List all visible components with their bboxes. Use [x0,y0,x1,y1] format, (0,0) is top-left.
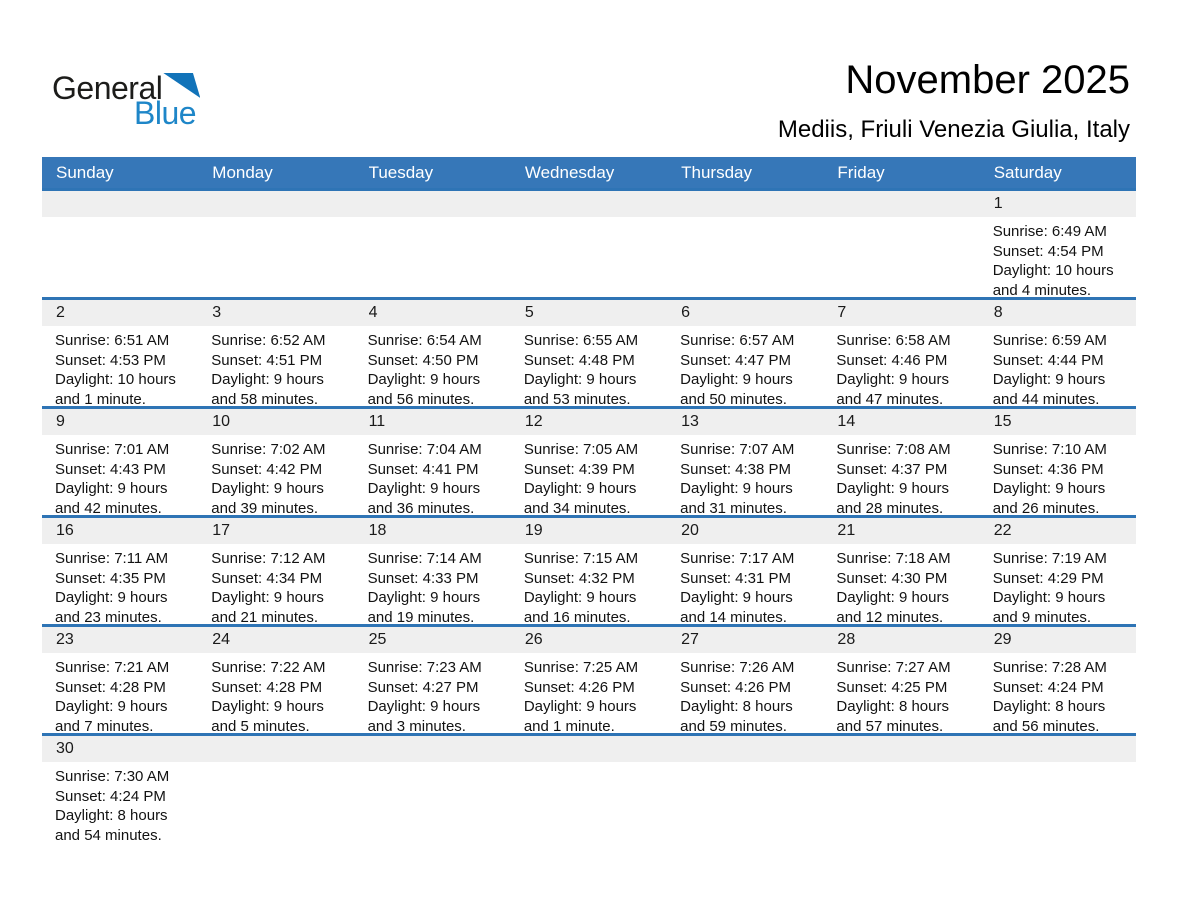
day-cell-20 [667,518,823,624]
day-detail-line: Daylight: 9 hours [992,371,1106,388]
day-detail-line: Sunrise: 6:57 AM [680,332,795,349]
calendar-table [42,157,1136,860]
day-detail-line: Daylight: 9 hours [367,480,481,497]
day-detail-line: Daylight: 9 hours [211,480,324,497]
day-detail-line: and 23 minutes. [55,608,162,624]
day-cell-6 [667,300,823,406]
day-detail-line: and 36 minutes. [367,499,475,515]
day-detail-line: Sunrise: 7:05 AM [523,441,639,458]
day-detail-line: and 26 minutes. [992,499,1100,515]
day-details [355,653,511,733]
day-detail-line: Daylight: 9 hours [523,589,637,606]
day-detail-line: and 16 minutes. [523,608,631,624]
day-detail-line: Daylight: 9 hours [836,371,949,388]
day-number: 5 [524,304,534,321]
day-detail-line: Sunrise: 6:55 AM [523,332,639,349]
day-details [355,435,511,515]
day-detail-line: Daylight: 8 hours [992,698,1106,715]
weekday-header-row [42,157,1136,188]
day-detail-line: Daylight: 9 hours [680,371,793,388]
day-detail-line: Sunset: 4:28 PM [55,678,166,696]
day-cell-29 [980,627,1136,733]
day-detail-line: Daylight: 9 hours [992,480,1106,497]
day-detail-line: Sunrise: 7:23 AM [367,659,482,676]
day-detail-line: and 58 minutes. [211,390,319,406]
empty-day-cell [511,191,667,297]
day-detail-line: Sunrise: 7:12 AM [211,550,326,567]
day-detail-line: and 19 minutes. [367,608,475,624]
day-number: 8 [993,304,1003,321]
day-detail-line: Sunrise: 6:52 AM [211,332,326,349]
day-detail-line: and 12 minutes. [836,608,944,624]
day-detail-line: Daylight: 9 hours [523,371,637,388]
day-detail-line: Sunset: 4:29 PM [992,569,1104,587]
day-detail-line: and 53 minutes. [523,390,631,406]
day-detail-line: and 1 minute. [523,717,615,733]
day-number: 4 [368,304,378,321]
day-number: 3 [212,304,222,321]
empty-day-cell [667,736,823,860]
day-details [511,435,667,515]
weekday-header-wednesday: Wednesday [524,163,615,182]
day-number: 17 [212,522,231,539]
day-detail-line: Sunset: 4:35 PM [55,569,166,587]
day-number: 27 [681,631,699,648]
day-number: 25 [368,631,387,648]
day-detail-line: and 57 minutes. [836,717,944,733]
day-cell-23 [42,627,198,733]
empty-day-cell [511,736,667,860]
day-number: 19 [524,522,543,539]
calendar-weeks [42,188,1136,860]
day-detail-line: Sunset: 4:26 PM [680,678,792,696]
day-details [198,544,354,624]
day-detail-line: Sunrise: 6:58 AM [836,332,951,349]
week-row [42,624,1136,733]
weekday-header-saturday: Saturday [993,163,1062,182]
weekday-header-thursday: Thursday [681,163,753,182]
day-cell-3 [198,300,354,406]
week-row [42,515,1136,624]
page-subtitle: Mediis, Friuli Venezia Giulia, Italy [777,116,1130,143]
day-details [980,435,1136,515]
day-details [355,326,511,406]
day-cell-2 [42,300,198,406]
day-cell-7 [823,300,979,406]
day-detail-line: and 21 minutes. [211,608,319,624]
day-detail-line: Daylight: 8 hours [55,807,168,824]
day-detail-line: Sunrise: 7:22 AM [211,659,326,676]
day-details [198,435,354,515]
day-number: 14 [837,413,856,430]
day-number: 18 [368,522,387,539]
page-title: November 2025 [845,58,1130,102]
day-detail-line: Sunrise: 7:15 AM [523,550,639,567]
day-detail-line: Sunset: 4:53 PM [55,351,166,369]
weekday-header-friday: Friday [837,163,885,182]
day-number: 11 [368,413,386,430]
day-details [823,435,979,515]
logo-text-blue: Blue [134,95,197,131]
day-detail-line: Sunrise: 7:02 AM [211,441,326,458]
day-cell-24 [198,627,354,733]
day-detail-line: Sunrise: 7:26 AM [680,659,795,676]
day-detail-line: Sunrise: 7:18 AM [836,550,951,567]
day-cell-25 [355,627,511,733]
day-detail-line: Daylight: 9 hours [55,589,168,606]
day-detail-line: and 3 minutes. [367,717,466,733]
day-cell-12 [511,409,667,515]
day-cell-11 [355,409,511,515]
day-detail-line: Daylight: 9 hours [367,698,481,715]
day-detail-line: Daylight: 9 hours [992,589,1106,606]
day-detail-line: Sunset: 4:50 PM [367,351,479,369]
day-details [355,544,511,624]
day-detail-line: Sunset: 4:44 PM [992,351,1104,369]
day-detail-line: Sunrise: 6:51 AM [55,332,170,349]
day-cell-16 [42,518,198,624]
day-detail-line: Sunrise: 7:07 AM [680,441,795,458]
empty-day-cell [980,736,1136,860]
day-detail-line: Sunrise: 7:27 AM [836,659,951,676]
day-detail-line: Sunrise: 7:17 AM [680,550,795,567]
day-details [667,653,823,733]
day-detail-line: Daylight: 10 hours [992,262,1114,279]
day-detail-line: Sunset: 4:24 PM [55,787,166,805]
day-detail-line: and 4 minutes. [992,281,1092,297]
day-detail-line: and 47 minutes. [836,390,944,406]
day-detail-line: and 7 minutes. [55,717,154,733]
week-row [42,733,1136,860]
day-details [823,653,979,733]
day-cell-1 [980,191,1136,297]
day-detail-line: Sunset: 4:47 PM [680,351,792,369]
day-details [980,326,1136,406]
day-cell-30 [42,736,198,860]
day-details [823,326,979,406]
empty-day-cell [667,191,823,297]
weekday-header-monday: Monday [212,163,273,182]
week-row [42,188,1136,297]
day-number: 2 [56,304,65,321]
day-detail-line: Daylight: 8 hours [680,698,793,715]
day-cell-15 [980,409,1136,515]
day-detail-line: Sunrise: 6:54 AM [367,332,482,349]
day-detail-line: Sunset: 4:42 PM [211,460,323,478]
day-details [42,544,198,624]
day-detail-line: Sunset: 4:38 PM [680,460,792,478]
day-detail-line: Sunrise: 7:10 AM [992,441,1107,458]
day-detail-line: Sunrise: 7:11 AM [55,550,169,567]
day-detail-line: and 39 minutes. [211,499,319,515]
day-detail-line: Sunset: 4:27 PM [367,678,479,696]
day-detail-line: and 34 minutes. [523,499,631,515]
day-cell-9 [42,409,198,515]
day-detail-line: Sunrise: 7:28 AM [992,659,1107,676]
day-detail-line: Sunset: 4:46 PM [836,351,948,369]
day-detail-line: Daylight: 10 hours [55,371,176,388]
day-detail-line: Sunset: 4:24 PM [992,678,1104,696]
day-detail-line: Sunset: 4:48 PM [523,351,635,369]
day-detail-line: Sunset: 4:37 PM [836,460,948,478]
general-blue-logo [52,72,200,129]
day-detail-line: and 56 minutes. [992,717,1100,733]
day-number: 30 [56,740,74,757]
day-cell-28 [823,627,979,733]
day-number: 1 [993,195,1003,212]
day-detail-line: Sunset: 4:26 PM [523,678,635,696]
day-details [823,544,979,624]
empty-day-cell [42,191,198,297]
day-number: 23 [56,631,74,648]
day-detail-line: Sunrise: 7:01 AM [55,441,170,458]
day-detail-line: Sunrise: 7:14 AM [367,550,482,567]
day-detail-line: Sunrise: 6:59 AM [992,332,1107,349]
title-block [778,58,1130,144]
day-details [511,326,667,406]
day-detail-line: Daylight: 9 hours [680,589,793,606]
day-number: 29 [993,631,1012,648]
day-detail-line: Daylight: 9 hours [836,480,949,497]
day-detail-line: and 50 minutes. [680,390,787,406]
day-detail-line: and 44 minutes. [992,390,1100,406]
weekday-header-tuesday: Tuesday [368,163,434,182]
weekday-header-sunday: Sunday [56,163,114,182]
day-detail-line: and 1 minute. [55,390,146,406]
day-details [42,435,198,515]
day-detail-line: Daylight: 8 hours [836,698,949,715]
day-cell-21 [823,518,979,624]
day-details [667,544,823,624]
day-detail-line: and 14 minutes. [680,608,787,624]
day-detail-line: Sunrise: 7:04 AM [367,441,482,458]
day-detail-line: and 42 minutes. [55,499,162,515]
day-details [511,653,667,733]
day-number: 16 [56,522,74,539]
day-cell-18 [355,518,511,624]
day-detail-line: Sunset: 4:39 PM [523,460,635,478]
empty-day-cell [823,736,979,860]
empty-day-cell [198,736,354,860]
day-detail-line: Sunset: 4:34 PM [211,569,323,587]
day-detail-line: Daylight: 9 hours [211,371,324,388]
day-cell-17 [198,518,354,624]
day-number: 15 [993,413,1012,430]
day-detail-line: Daylight: 9 hours [523,698,637,715]
day-detail-line: and 31 minutes. [680,499,787,515]
day-detail-line: Sunset: 4:25 PM [836,678,948,696]
day-cell-26 [511,627,667,733]
day-detail-line: Daylight: 9 hours [55,480,168,497]
day-cell-13 [667,409,823,515]
day-number: 24 [212,631,231,648]
day-number: 10 [212,413,231,430]
day-detail-line: Daylight: 9 hours [55,698,168,715]
day-number: 22 [993,522,1012,539]
day-details [511,544,667,624]
day-cell-8 [980,300,1136,406]
empty-day-cell [355,191,511,297]
day-detail-line: and 5 minutes. [211,717,310,733]
day-cell-19 [511,518,667,624]
day-details [42,653,198,733]
day-cell-14 [823,409,979,515]
empty-day-cell [823,191,979,297]
day-details [42,326,198,406]
day-detail-line: Daylight: 9 hours [523,480,637,497]
day-number: 9 [56,413,65,430]
day-details [980,653,1136,733]
day-detail-line: Sunset: 4:33 PM [367,569,479,587]
day-details [980,544,1136,624]
day-detail-line: Sunset: 4:41 PM [367,460,479,478]
day-detail-line: Sunset: 4:30 PM [836,569,948,587]
day-detail-line: and 9 minutes. [992,608,1092,624]
day-detail-line: Sunrise: 7:21 AM [55,659,170,676]
day-detail-line: Daylight: 9 hours [367,371,481,388]
day-number: 6 [681,304,691,321]
day-detail-line: Daylight: 9 hours [680,480,793,497]
day-details [198,653,354,733]
week-row [42,406,1136,515]
day-number: 28 [837,631,856,648]
day-details [980,217,1136,297]
day-detail-line: Daylight: 9 hours [367,589,481,606]
empty-day-cell [198,191,354,297]
day-details [42,762,198,845]
day-number: 26 [524,631,543,648]
logo-text-general: General [52,70,163,106]
day-number: 7 [837,304,847,321]
day-number: 13 [681,413,699,430]
day-detail-line: Sunrise: 6:49 AM [992,223,1107,240]
day-detail-line: Sunrise: 7:19 AM [992,550,1107,567]
day-detail-line: Sunrise: 7:25 AM [523,659,639,676]
day-detail-line: and 54 minutes. [55,826,162,844]
day-details [198,326,354,406]
day-detail-line: Sunset: 4:51 PM [211,351,323,369]
day-number: 20 [681,522,699,539]
day-number: 21 [837,522,856,539]
day-detail-line: and 56 minutes. [367,390,475,406]
day-detail-line: Sunset: 4:36 PM [992,460,1104,478]
empty-day-cell [355,736,511,860]
day-detail-line: Daylight: 9 hours [211,589,324,606]
day-cell-10 [198,409,354,515]
day-detail-line: Sunrise: 7:30 AM [55,768,170,785]
day-details [667,326,823,406]
day-detail-line: Sunset: 4:28 PM [211,678,323,696]
day-cell-4 [355,300,511,406]
day-detail-line: Sunrise: 7:08 AM [836,441,951,458]
day-detail-line: and 59 minutes. [680,717,787,733]
day-cell-22 [980,518,1136,624]
day-cell-27 [667,627,823,733]
day-detail-line: Sunset: 4:31 PM [680,569,792,587]
day-details [667,435,823,515]
day-cell-5 [511,300,667,406]
day-detail-line: and 28 minutes. [836,499,944,515]
day-detail-line: Sunset: 4:54 PM [992,242,1104,260]
week-row [42,297,1136,406]
day-detail-line: Daylight: 9 hours [836,589,949,606]
day-detail-line: Sunset: 4:32 PM [523,569,635,587]
day-detail-line: Daylight: 9 hours [211,698,324,715]
day-number: 12 [524,413,543,430]
day-detail-line: Sunset: 4:43 PM [55,460,166,478]
